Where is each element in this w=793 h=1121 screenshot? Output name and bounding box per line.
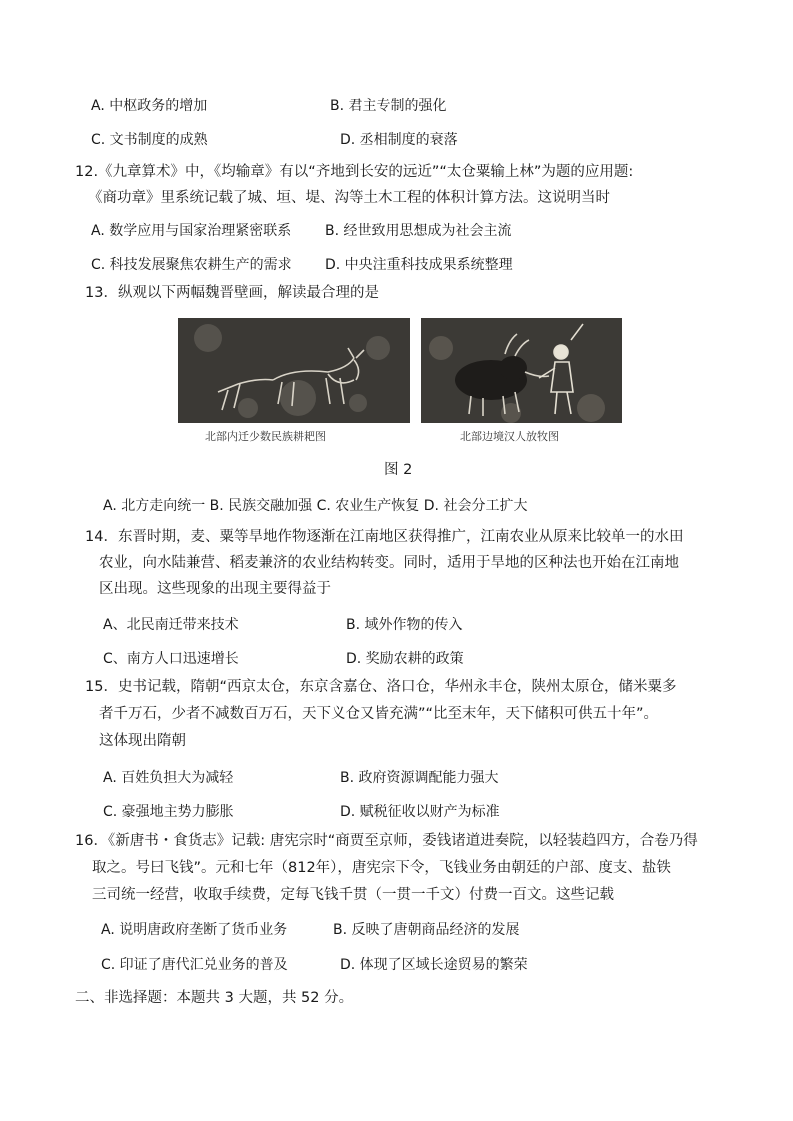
section-2-heading: 二、非选择题：本题共 3 大题，共 52 分。	[75, 990, 354, 1006]
q16-option-b: B. 反映了唐朝商品经济的发展	[333, 922, 520, 938]
q14-option-b: B. 域外作物的传入	[346, 617, 463, 633]
mural-caption-right: 北部边境汉人放牧图	[460, 430, 559, 443]
q13-stem: 13．纵观以下两幅魏晋壁画，解读最合理的是	[85, 285, 379, 301]
q11-option-c: C. 文书制度的成熟	[91, 132, 208, 148]
q16-option-d: D. 体现了区域长途贸易的繁荣	[340, 957, 528, 973]
q13-options: A. 北方走向统一 B. 民族交融加强 C. 农业生产恢复 D. 社会分工扩大	[103, 498, 528, 514]
q16-stem-line-3: 三司统一经营，收取手续费，定每飞钱千贯（一贯一千文）付费一百文。这些记载	[92, 887, 614, 903]
q16-option-a: A. 说明唐政府垄断了货币业务	[101, 922, 288, 938]
q12-option-b: B. 经世致用思想成为社会主流	[325, 223, 512, 239]
q12-option-d: D. 中央注重科技成果系统整理	[325, 257, 513, 273]
q12-stem-line-2: 《商功章》里系统记载了城、垣、堤、沟等土木工程的体积计算方法。这说明当时	[88, 190, 610, 206]
q16-option-c: C. 印证了唐代汇兑业务的普及	[101, 957, 288, 973]
mural-caption-left: 北部内迁少数民族耕耙图	[205, 430, 326, 443]
q14-stem-line-1: 14．东晋时期，麦、粟等旱地作物逐渐在江南地区获得推广，江南农业从原来比较单一的水田	[85, 529, 684, 545]
q15-option-b: B. 政府资源调配能力强大	[340, 770, 499, 786]
q15-stem-line-3: 这体现出隋朝	[99, 733, 186, 749]
q11-option-d: D. 丞相制度的衰落	[340, 132, 458, 148]
q15-option-d: D. 赋税征收以财产为标准	[340, 804, 500, 820]
q15-option-a: A. 百姓负担大为减轻	[103, 770, 234, 786]
q14-option-c: C、南方人口迅速增长	[103, 651, 239, 667]
q12-option-c: C. 科技发展聚焦农耕生产的需求	[91, 257, 292, 273]
mural-image-right	[421, 318, 622, 423]
q11-option-b: B. 君主专制的强化	[330, 98, 447, 114]
q16-stem-line-2: 取之。号曰飞钱”。元和七年（812年），唐宪宗下令，飞钱业务由朝廷的户部、度支、盐铁	[92, 860, 671, 876]
q15-stem-line-1: 15．史书记载，隋朝“西京太仓，东京含嘉仓、洛口仓，华州永丰仓，陕州太原仓，储米粟多	[85, 679, 677, 695]
q14-stem-line-3: 区出现。这些现象的出现主要得益于	[99, 581, 331, 597]
q11-option-a: A. 中枢政务的增加	[91, 98, 208, 114]
mural-image-left	[178, 318, 410, 423]
herding-mural-icon	[421, 318, 622, 423]
q14-option-d: D. 奖励农耕的政策	[346, 651, 464, 667]
figure-label: 图 2	[384, 462, 413, 478]
q16-stem-line-1: 16．《新唐书・食货志》记载: 唐宪宗时“商贾至京师，委钱诸道进奏院，以轻装趋四方，合卷乃得	[75, 833, 698, 849]
q15-stem-line-2: 者千万石，少者不减数百万石，天下义仓又皆充满”“比至末年，天下储积可供五十年”。	[99, 706, 659, 722]
q15-option-c: C. 豪强地主势力膨胀	[103, 804, 234, 820]
q14-option-a: A、北民南迁带来技术	[103, 617, 239, 633]
q12-stem-line-1: 12.《九章算术》中，《均输章》有以“齐地到长安的远近”“太仓粟输上林”为题的应用题:	[75, 164, 634, 180]
q12-option-a: A. 数学应用与国家治理紧密联系	[91, 223, 292, 239]
ox-plowing-mural-icon	[178, 318, 410, 423]
q14-stem-line-2: 农业，向水陆兼营、稻麦兼济的农业结构转变。同时，适用于旱地的区种法也开始在江南地	[99, 555, 679, 571]
